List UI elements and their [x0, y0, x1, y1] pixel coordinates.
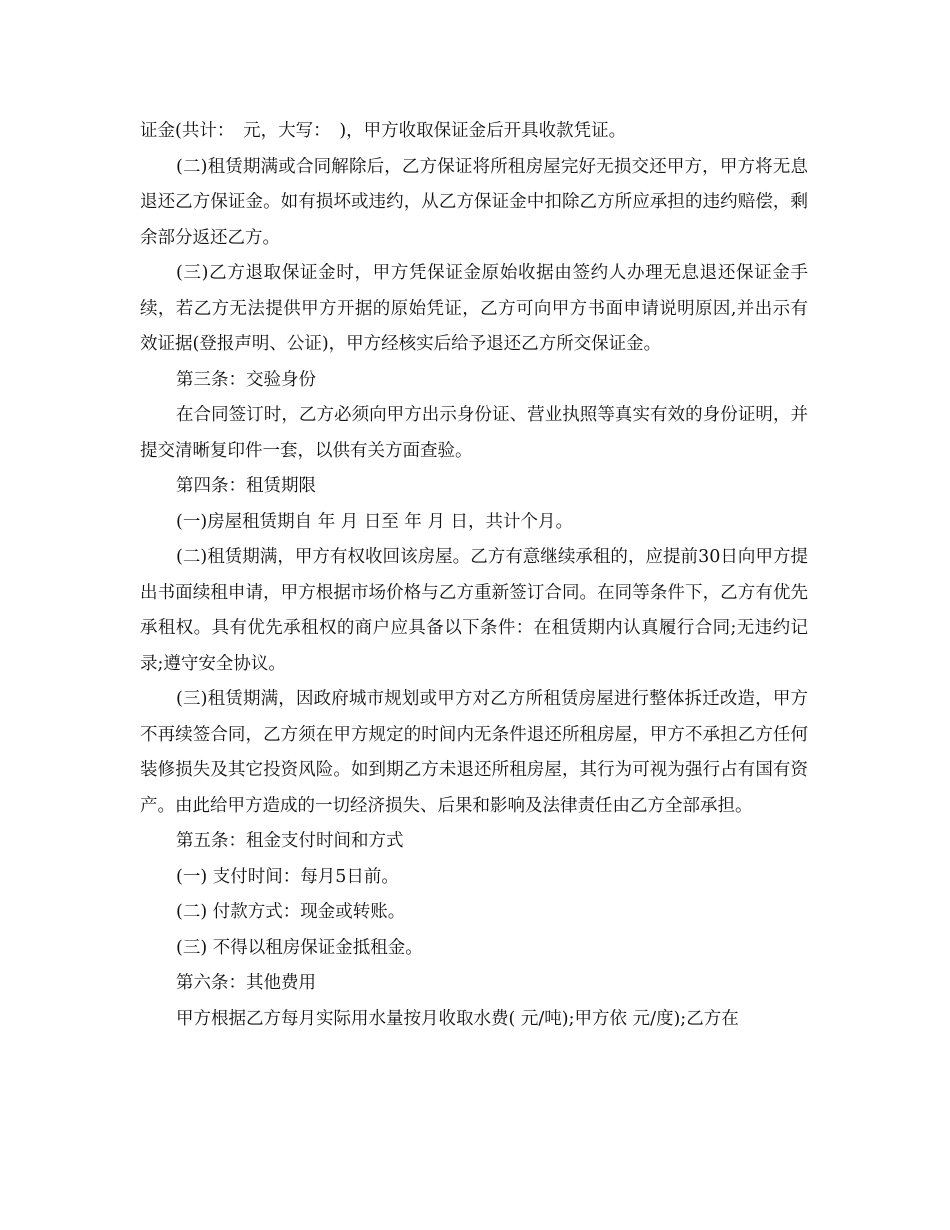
article-6-heading: 第六条：其他费用	[176, 973, 316, 993]
paragraph-lease-term: (一)房屋租赁期自 年 月 日至 年 月 日，共计个月。	[176, 511, 574, 532]
paragraph-other-fees: 甲方根据乙方每月实际用水量按月收取水费( 元/吨);甲方依 元/度);乙方在	[176, 1008, 739, 1029]
paragraph-deposit-withdrawal: (三)乙方退取保证金时，甲方凭保证金原始收据由签约人办理无息退还保证金手续，若乙方无法提供甲方开据的原始凭证，乙方可向甲方书面申请说明原因,并出示有效证据(登报声明、公证)，甲方经核实后给予退还乙方所交保证金。	[140, 263, 808, 354]
paragraph-identity-check: 在合同签订时，乙方必须向甲方出示身份证、营业执照等真实有效的身份证明，并提交清晰复印件一套，以供有关方面查验。	[140, 405, 808, 461]
paragraph-payment-time: (一) 支付时间：每月5日前。	[176, 866, 399, 887]
article-4-heading: 第四条：租赁期限	[176, 476, 316, 496]
paragraph-lease-termination: (三)租赁期满，因政府城市规划或甲方对乙方所租赁房屋进行整体拆迁改造，甲方不再续签合同，乙方须在甲方规定的时间内无条件退还所租房屋，甲方不承担乙方任何装修损失及其它投资风险。如到期乙方未退还所租房屋，其行为可视为强行占有国有资产。由此给甲方造成的一切经济损失、后果和影响及法律责任由乙方全部承担。	[140, 689, 808, 816]
article-5-heading: 第五条：租金支付时间和方式	[176, 831, 404, 851]
paragraph-deposit-amount: 证金(共计： 元，大写： )，甲方收取保证金后开具收款凭证。	[140, 121, 627, 141]
paragraph-lease-renewal: (二)租赁期满，甲方有权收回该房屋。乙方有意继续承租的，应提前30日向甲方提出书面续租申请，甲方根据市场价格与乙方重新签订合同。在同等条件下，乙方有优先承租权。具有优先承租权的商户应具备以下条件：在租赁期内认真履行合同;无违约记录;遵守安全协议。	[140, 547, 808, 674]
paragraph-deposit-not-rent: (三) 不得以租房保证金抵租金。	[176, 937, 423, 958]
paragraph-payment-method: (二) 付款方式：现金或转账。	[176, 902, 406, 922]
document-body	[140, 114, 808, 1037]
paragraph-deposit-return: (二)租赁期满或合同解除后，乙方保证将所租房屋完好无损交还甲方，甲方将无息退还乙方保证金。如有损坏或违约，从乙方保证金中扣除乙方所应承担的违约赔偿，剩余部分返还乙方。	[140, 156, 808, 248]
article-3-heading: 第三条：交验身份	[176, 369, 316, 390]
